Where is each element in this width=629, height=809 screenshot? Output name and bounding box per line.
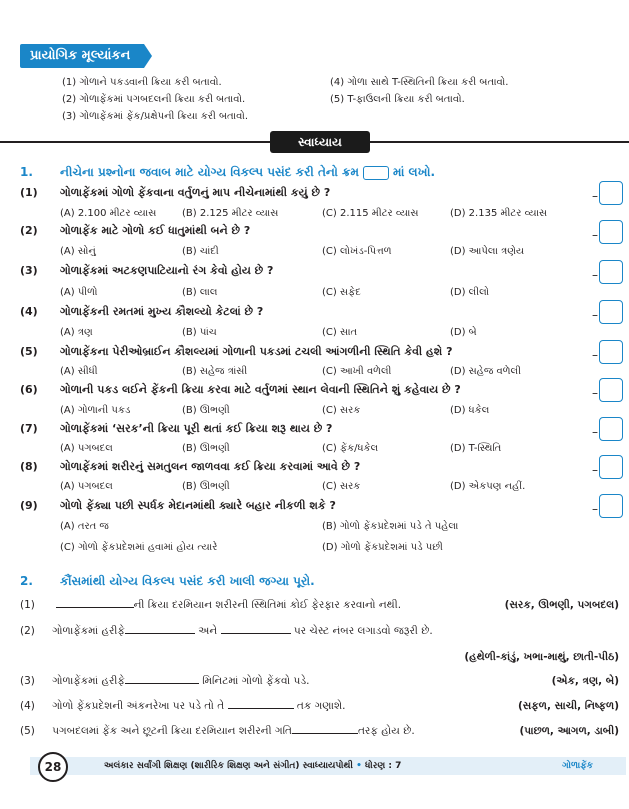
question-number: (3) — [20, 264, 38, 277]
question-number: (4) — [20, 305, 38, 318]
question-5 — [20, 344, 452, 359]
fill-text: તક ગણાશે. — [296, 700, 346, 712]
option-d: (D) એકપણ નહીં. — [450, 481, 526, 492]
option-b: (B) ચાંદી — [182, 246, 219, 257]
answer-dash: – — [592, 502, 598, 516]
section-1-heading — [20, 164, 435, 180]
option-c: (C) લોખંડ-પિત્તળ — [322, 246, 392, 257]
page-number: 28 — [38, 752, 68, 782]
question-3 — [20, 263, 273, 278]
question-number: (1) — [20, 186, 38, 199]
section-title: નીચેના પ્રશ્નોના જવાબ માટે યોગ્ય વિકલ્પ પસંદ કરી તેનો ક્રમ — [60, 165, 359, 179]
blank-line[interactable] — [56, 607, 134, 608]
option-a: (A) તરત જ — [60, 521, 109, 532]
answer-dash: – — [592, 386, 598, 400]
item-number: (3) — [20, 675, 35, 687]
question-text: ગોળાફેંકની રમતમાં મુખ્ય કૌશલ્યો કેટલાં છે ? — [60, 305, 264, 318]
item-number: (5) — [20, 725, 35, 737]
answer-box[interactable] — [599, 300, 623, 324]
book-title: અલંકાર સર્વાંગી શિક્ષણ (શારીરિક શિક્ષણ અને સંગીત) સ્વાધ્યાયપોથી — [104, 761, 353, 771]
option-c: (C) ગોળો ફેંકપ્રદેશમાં હવામાં હોય ત્યારે — [60, 542, 218, 553]
fill-blank-5 — [20, 724, 415, 739]
blank-line[interactable] — [292, 733, 358, 734]
question-number: (5) — [20, 345, 38, 358]
option-d: (D) બે — [450, 327, 477, 338]
option-c: (C) સરક — [322, 481, 361, 492]
blank-line[interactable] — [125, 633, 195, 634]
option-a: (A) પગબદલ — [60, 443, 113, 454]
option-b: (B) ઊભણી — [182, 481, 230, 492]
separator-dot: • — [356, 761, 362, 771]
answer-box[interactable] — [599, 494, 623, 518]
choices: (સફળ, સાચી, નિષ્ફળ) — [517, 700, 619, 712]
option-c: (C) આખી વળેલી — [322, 366, 392, 377]
question-text: ગોળાની પકડ લઈને ફેંકની ક્રિયા કરવા માટે વર્તુળમાં સ્થાન લેવાની સ્થિતિને શું કહેવાય છે ? — [60, 383, 461, 396]
fill-blank-1 — [20, 598, 401, 613]
option-b: (B) સહેજ ત્રાંસી — [182, 366, 248, 377]
fill-text: ગોળાફેંકમાં હરીફે — [52, 625, 125, 637]
fill-text: અને — [198, 625, 218, 637]
question-8 — [20, 459, 360, 474]
option-d: (D) ગોળો ફેંકપ્રદેશમાં પડે પછી — [322, 542, 443, 553]
exercise-heading: સ્વાધ્યાય — [270, 131, 370, 153]
fill-blank-3 — [20, 674, 309, 689]
question-number: (2) — [20, 224, 38, 237]
fill-text: મિનિટમાં ગોળો ફેંકવો પડે. — [202, 675, 310, 687]
blank-line[interactable] — [221, 633, 291, 634]
section-number: 2. — [20, 574, 33, 588]
option-b: (B) ઊભણી — [182, 405, 230, 416]
fill-text: ની ક્રિયા દરમિયાન શરીરની સ્થિતિમાં કોઈ ફેરફાર કરવાનો નથી. — [133, 599, 402, 611]
section-title: કૌંસમાંથી યોગ્ય વિકલ્પ પસંદ કરી ખાલી જગ્યા પૂરો. — [60, 574, 315, 588]
fill-text: તરફ હોય છે. — [357, 725, 415, 737]
option-d: (D) આપેલા ત્રણેય — [450, 246, 525, 257]
answer-dash: – — [592, 189, 598, 203]
question-text: ગોળાફેંકમાં અટકણપાટિયાનો રંગ કેવો હોય છે ? — [60, 264, 274, 277]
answer-box[interactable] — [599, 181, 623, 205]
answer-box-sample — [363, 166, 389, 180]
answer-dash: – — [592, 268, 598, 282]
question-2 — [20, 223, 250, 238]
answer-box[interactable] — [599, 455, 623, 479]
fill-blank-4 — [20, 699, 345, 714]
fill-text: પર ચેસ્ટ નંબર લગાડવો જરૂરી છે. — [293, 625, 433, 637]
choices: (હથેળી-કાંડું, ખભા-માથું, છાતી-પીઠ) — [464, 651, 619, 663]
question-6 — [20, 382, 461, 397]
option-d: (D) 2.135 મીટર વ્યાસ — [450, 208, 548, 219]
question-text: ગોળો ફેંક્યા પછી સ્પર્ધક મેદાનમાંથી ક્યારે બહાર નીકળી શકે ? — [60, 499, 336, 512]
answer-box[interactable] — [599, 220, 623, 244]
option-a: (A) સોનું — [60, 246, 96, 257]
question-number: (6) — [20, 383, 38, 396]
answer-dash: – — [592, 348, 598, 362]
question-number: (9) — [20, 499, 38, 512]
fill-blank-2 — [20, 624, 433, 639]
question-4 — [20, 304, 263, 319]
option-d: (D) સહેજ વળેલી — [450, 366, 521, 377]
option-d: (D) ધકેલ — [450, 405, 490, 416]
question-number: (8) — [20, 460, 38, 473]
answer-box[interactable] — [599, 378, 623, 402]
answer-dash: – — [592, 425, 598, 439]
option-a: (A) પગબદલ — [60, 481, 113, 492]
option-d: (D) લીલો — [450, 287, 490, 298]
question-text: ગોળાફેંકના પેરીઓબ્રાઈન કૌશલ્યમાં ગોળાની પકડમાં ટચલી આંગળીની સ્થિતિ કેવી હશે ? — [60, 345, 453, 358]
option-a: (A) ગોળાની પકડ — [60, 405, 131, 416]
option-a: (A) સીધી — [60, 366, 98, 377]
fill-text: ગોળાફેંકમાં હરીફે — [52, 675, 125, 687]
answer-box[interactable] — [599, 417, 623, 441]
question-number: (7) — [20, 422, 38, 435]
answer-box[interactable] — [599, 340, 623, 364]
option-d: (D) T-સ્થિતિ — [450, 443, 502, 454]
choices: (પાછળ, આગળ, ડાબી) — [519, 725, 619, 737]
activity-1: (1) ગોળાને પકડવાની ક્રિયા કરી બતાવો. — [62, 77, 222, 88]
option-a: (A) ત્રણ — [60, 327, 93, 338]
option-b: (B) પાંચ — [182, 327, 217, 338]
answer-box[interactable] — [599, 260, 623, 284]
option-c: (C) ફેંક/ધકેલ — [322, 443, 379, 454]
page-footer — [0, 752, 629, 780]
option-c: (C) સરક — [322, 405, 361, 416]
question-7 — [20, 421, 332, 436]
option-b: (B) ગોળો ફેંકપ્રદેશમાં પડે તે પહેલા — [322, 521, 459, 532]
option-b: (B) 2.125 મીટર વ્યાસ — [182, 208, 279, 219]
option-c: (C) સાત — [322, 327, 358, 338]
answer-dash: – — [592, 228, 598, 242]
question-text: ગોળાફેંકમાં શરીરનું સમતુલન જાળવવા કઈ ક્રિયા કરવામાં આવે છે ? — [60, 460, 361, 473]
question-text: ગોળાફેંકમાં ગોળો ફેંકવાના વર્તુળનું માપ નીચેનામાંથી કયું છે ? — [60, 186, 331, 199]
activity-4: (4) ગોળા સાથે T-સ્થિતિની ક્રિયા કરી બતાવો. — [330, 77, 509, 88]
section-title-end: માં લખો. — [392, 165, 436, 179]
blank-line[interactable] — [125, 683, 199, 684]
question-text: ગોળાફેંકમાં ‘સરક’ની ક્રિયા પૂરી થતાં કઈ ક્રિયા શરૂ થાય છે ? — [60, 422, 333, 435]
fill-text: ગોળો ફેંકપ્રદેશની અંકનરેખા પર પડે તો તે — [52, 700, 225, 712]
practical-assessment-banner: પ્રાયોગિક મૂલ્યાંકન — [20, 44, 144, 68]
blank-line[interactable] — [228, 708, 294, 709]
option-b: (B) લાલ — [182, 287, 218, 298]
standard-label: ધોરણ : 7 — [365, 761, 402, 771]
section-2-heading — [20, 573, 315, 589]
item-number: (2) — [20, 625, 35, 637]
section-number: 1. — [20, 165, 33, 179]
footer-book-title — [104, 760, 401, 772]
answer-dash: – — [592, 463, 598, 477]
item-number: (4) — [20, 700, 35, 712]
choices: (સરક, ઊભણી, પગબદલ) — [504, 599, 619, 611]
item-number: (1) — [20, 599, 35, 611]
question-1 — [20, 185, 330, 200]
activity-5: (5) T-ફાઉલની ક્રિયા કરી બતાવો. — [330, 94, 465, 105]
option-c: (C) 2.115 મીટર વ્યાસ — [322, 208, 419, 219]
option-a: (A) 2.100 મીટર વ્યાસ — [60, 208, 157, 219]
option-b: (B) ઊભણી — [182, 443, 230, 454]
fill-text: પગબદલમાં ફેંક અને છૂટની ક્રિયા દરમિયાન શરીરની ગતિ — [52, 725, 292, 737]
option-c: (C) સફેદ — [322, 287, 361, 298]
question-9 — [20, 498, 336, 513]
question-text: ગોળાફેંક માટે ગોળો કઈ ધાતુમાંથી બને છે ? — [60, 224, 251, 237]
choices: (એક, ત્રણ, બે) — [551, 675, 619, 687]
topic-label: ગોળાફેંક — [562, 761, 593, 771]
option-a: (A) પીળો — [60, 287, 98, 298]
activity-2: (2) ગોળાફેંકમાં પગબદલની ક્રિયા કરી બતાવો. — [62, 94, 246, 105]
answer-dash: – — [592, 308, 598, 322]
activity-3: (3) ગોળાફેંકમાં ફેંક/પ્રક્ષેપની ક્રિયા કરી બતાવો. — [62, 111, 249, 122]
